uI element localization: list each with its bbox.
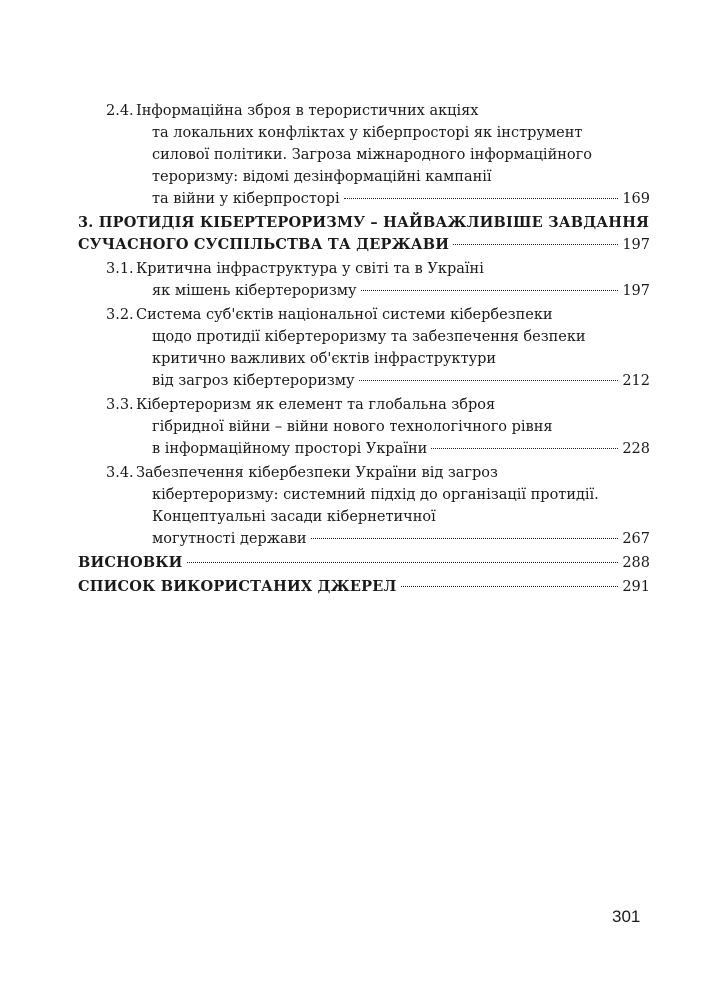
toc-entry-title <box>78 552 650 574</box>
toc-page-number: 197 <box>622 237 650 253</box>
toc-entry-3-1[interactable] <box>106 258 650 302</box>
toc-title-line: Концептуальні засади кібернетичної <box>152 509 436 525</box>
toc-entry-3-4[interactable] <box>106 462 650 550</box>
toc-last-line <box>78 576 650 598</box>
toc-page-number: 267 <box>622 531 650 547</box>
toc-title-line: від загроз кібертероризму <box>152 373 355 389</box>
toc-page-number: 197 <box>622 283 650 299</box>
toc-entry-title <box>136 462 650 550</box>
toc-last-line <box>78 552 650 574</box>
toc-entry-references[interactable] <box>78 576 650 598</box>
toc-last-line <box>136 280 650 302</box>
toc-title-line: могутності держави <box>152 531 307 547</box>
toc-entry-3-3[interactable] <box>106 394 650 460</box>
page-number: 301 <box>612 907 641 926</box>
toc-title-line: Система суб'єктів національної системи кібербезпеки <box>136 307 553 323</box>
toc-page-number: 228 <box>622 441 650 457</box>
toc-title-line: тероризму: відомі дезінформаційні кампанії <box>152 169 492 185</box>
toc-entry-conclusions[interactable] <box>78 552 650 574</box>
toc-last-line <box>78 234 650 256</box>
toc-title-line: 3. ПРОТИДІЯ КІБЕРТЕРОРИЗМУ – НАЙВАЖЛИВІШЕ ЗАВДАННЯ <box>78 214 650 231</box>
toc-entry-title <box>136 258 650 302</box>
toc-title-line: силової політики. Загроза міжнародного інформаційного <box>152 147 592 163</box>
dot-leader <box>453 244 618 245</box>
toc-title-line: щодо протидії кібертероризму та забезпечення безпеки <box>152 329 586 345</box>
toc-entry-2-4[interactable] <box>106 100 650 210</box>
toc-title-line: ВИСНОВКИ <box>78 554 183 571</box>
toc-title-line: Забезпечення кібербезпеки України від загроз <box>136 465 498 481</box>
toc-last-line <box>136 188 650 210</box>
toc-title-line: та локальних конфліктах у кіберпросторі як інструмент <box>152 125 583 141</box>
table-of-contents <box>78 100 650 600</box>
toc-entry-title <box>78 212 650 256</box>
toc-entry-number: 3.4. <box>106 465 134 481</box>
dot-leader <box>401 586 619 587</box>
dot-leader <box>344 198 619 199</box>
toc-entry-section-3[interactable] <box>78 212 650 256</box>
toc-page-number: 169 <box>622 191 650 207</box>
toc-title-line: Інформаційна зброя в терористичних акціях <box>136 103 479 119</box>
toc-last-line <box>136 438 650 460</box>
dot-leader <box>187 562 619 563</box>
toc-entry-number: 2.4. <box>106 103 134 119</box>
toc-entry-number: 3.1. <box>106 261 134 277</box>
toc-entry-title <box>78 576 650 598</box>
toc-title-line: Критична інфраструктура у світі та в Україні <box>136 261 484 277</box>
toc-title-line: кібертероризму: системний підхід до організації протидії. <box>152 487 599 503</box>
toc-title-line: та війни у кіберпросторі <box>152 191 340 207</box>
toc-entry-3-2[interactable] <box>106 304 650 392</box>
toc-page-number: 288 <box>622 555 650 571</box>
toc-title-line: критично важливих об'єктів інфраструктури <box>152 351 497 367</box>
toc-title-line: в інформаційному просторі України <box>152 441 428 457</box>
dot-leader <box>431 448 618 449</box>
toc-title-line: СУЧАСНОГО СУСПІЛЬСТВА ТА ДЕРЖАВИ <box>78 236 450 253</box>
toc-title-line: гібридної війни – війни нового технологічного рівня <box>152 419 553 435</box>
toc-title-line: як мішень кібертероризму <box>152 283 357 299</box>
toc-title-line: СПИСОК ВИКОРИСТАНИХ ДЖЕРЕЛ <box>78 578 397 595</box>
toc-entry-title <box>136 100 650 210</box>
toc-last-line <box>136 528 650 550</box>
toc-title-line: Кібертероризм як елемент та глобальна зброя <box>136 397 496 413</box>
toc-entry-number: 3.3. <box>106 397 134 413</box>
dot-leader <box>359 380 619 381</box>
toc-entry-title <box>136 304 650 392</box>
toc-last-line <box>136 370 650 392</box>
toc-entry-number: 3.2. <box>106 307 134 323</box>
dot-leader <box>361 290 619 291</box>
toc-page-number: 291 <box>622 579 650 595</box>
toc-entry-title <box>136 394 650 460</box>
dot-leader <box>311 538 619 539</box>
toc-page-number: 212 <box>622 373 650 389</box>
